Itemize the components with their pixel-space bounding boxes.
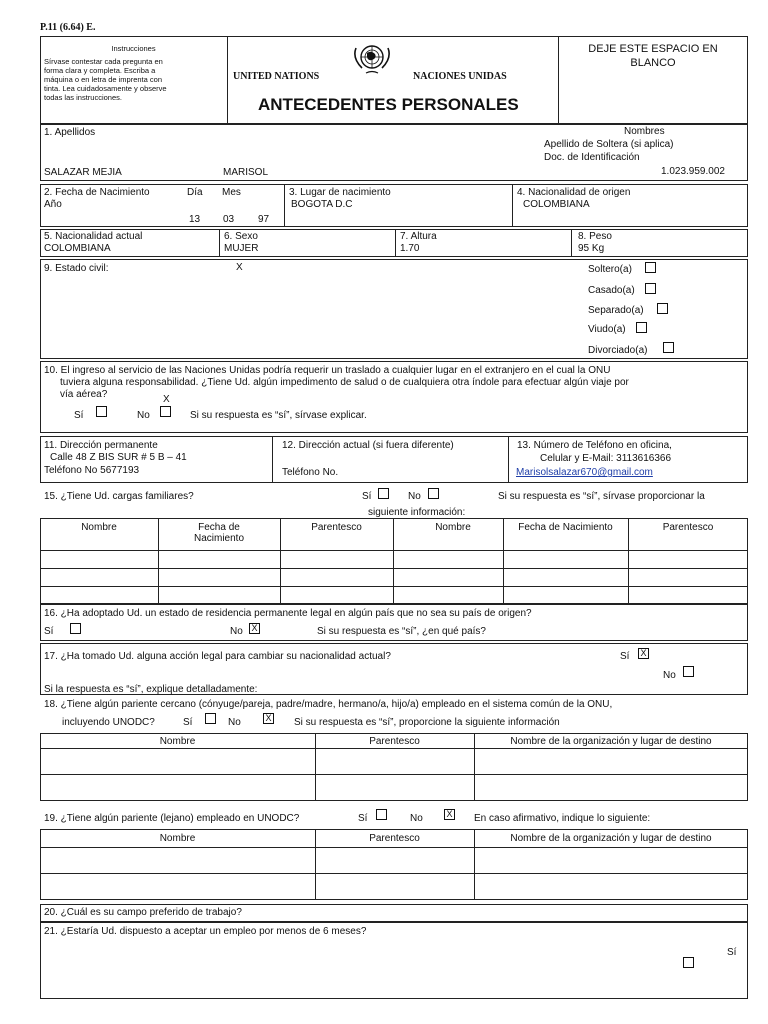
q18-line1: 18. ¿Tiene algún pariente cercano (cónyuge/pareja, padre/madre, hermano/a, hijo/a) empleado en el sistema común de la ONU, [44, 699, 613, 710]
checkbox-divorciado[interactable] [663, 342, 674, 353]
q16-no-label: No [230, 626, 243, 637]
instructions-line: todas las instrucciones. [44, 93, 122, 102]
instructions-line: Sírvase contestar cada pregunta en [44, 57, 163, 66]
un-spanish: NACIONES UNIDAS [413, 71, 507, 82]
checkbox-casado[interactable] [645, 283, 656, 294]
checkbox-viudo[interactable] [636, 322, 647, 333]
q10-explain: Si su respuesta es “sí”, sírvase explicar. [190, 410, 367, 421]
year-value[interactable]: 97 [258, 214, 270, 225]
q17-explain: Si la respuesta es “sí”, explique detalladamente: [44, 684, 258, 695]
instructions-line: máquina o en letra de imprenta con [44, 75, 162, 84]
permanent-address-value[interactable]: Calle 48 Z BIS SUR # 5 B – 41 [50, 452, 187, 463]
office-phone-label: 13. Número de Teléfono en oficina, [517, 440, 672, 451]
instructions-title: Instrucciones [111, 44, 156, 53]
email-link[interactable]: Marisolsalazar670@gmail.com [516, 467, 653, 478]
table-header: Parentesco [311, 522, 362, 533]
option-divorciado: Divorciado(a) [588, 345, 648, 356]
q15-no-label: No [408, 491, 421, 502]
q10-mark: X [163, 394, 170, 405]
q18-no-label: No [228, 717, 241, 728]
q15-si-checkbox[interactable] [378, 488, 389, 499]
month-value[interactable]: 03 [223, 214, 235, 225]
marital-status-label: 9. Estado civil: [44, 263, 109, 274]
option-soltero: Soltero(a) [588, 264, 632, 275]
form-code: P.11 (6.64) E. [40, 22, 96, 33]
year-label: Año [44, 199, 62, 210]
q17-no-label: No [663, 670, 676, 681]
current-nationality-value[interactable]: COLOMBIANA [44, 243, 111, 254]
q10-si-label: Sí [74, 410, 84, 421]
doc-label: Doc. de Identificación [544, 152, 640, 163]
blank-note: DEJE ESTE ESPACIO EN [588, 43, 718, 55]
nombres-label: Nombres [624, 126, 665, 137]
day-value[interactable]: 13 [189, 214, 201, 225]
q19-no-label: No [410, 813, 423, 824]
table-header: Nombre de la organización y lugar de destino [510, 736, 712, 747]
table-header: Fecha de Nacimiento [193, 522, 245, 544]
nombres-value[interactable]: MARISOL [223, 167, 269, 178]
q21-question: 21. ¿Estaría Ud. dispuesto a aceptar un empleo por menos de 6 meses? [44, 926, 367, 937]
q18-si-checkbox[interactable] [205, 713, 216, 724]
checkbox-soltero[interactable] [645, 262, 656, 273]
q15-no-checkbox[interactable] [428, 488, 439, 499]
option-separado: Separado(a) [588, 305, 644, 316]
table-header: Nombre [159, 833, 196, 844]
birth-place-value[interactable]: BOGOTA D.C [291, 199, 353, 210]
weight-label: 8. Peso [578, 231, 612, 242]
q18-si-label: Sí [183, 717, 193, 728]
q10-no-label: No [137, 410, 150, 421]
q10-line2: tuviera alguna responsabilidad. ¿Tiene Ud. algún impedimento de salud o de cualquiera otra índole para efectuar algún viaje por [60, 377, 629, 388]
q15-note2: siguiente información: [368, 507, 466, 518]
q19-no-checkbox[interactable]: X [444, 809, 455, 820]
permanent-address-label: 11. Dirección permanente [44, 440, 158, 451]
instructions-line: tinta. Lea cuidadosamente y observe [44, 84, 167, 93]
q16-note: Si su respuesta es “sí”, ¿en qué país? [317, 626, 486, 637]
q19-note: En caso afirmativo, indique lo siguiente: [474, 813, 651, 824]
table-header: Parentesco [369, 736, 420, 747]
q18-line2: incluyendo UNODC? [62, 717, 155, 728]
apellidos-label: 1. Apellidos [44, 127, 96, 138]
sex-label: 6. Sexo [224, 231, 258, 242]
q10-no-checkbox[interactable] [160, 406, 171, 417]
origin-nationality-value[interactable]: COLOMBIANA [523, 199, 590, 210]
table-header: Fecha de Nacimiento [518, 522, 613, 533]
q15-si-label: Sí [362, 491, 372, 502]
current-address-label: 12. Dirección actual (si fuera diferente) [282, 440, 454, 451]
q17-si-checkbox[interactable]: X [638, 648, 649, 659]
q17-no-checkbox[interactable] [683, 666, 694, 677]
q19-question: 19. ¿Tiene algún pariente (lejano) empleado en UNODC? [44, 813, 300, 824]
birth-date-label: 2. Fecha de Nacimiento [44, 187, 150, 198]
q21-si-label: Sí [727, 947, 737, 958]
option-casado: Casado(a) [588, 285, 635, 296]
q10-line1: 10. El ingreso al servicio de las Naciones Unidas podría requerir un traslado a cualquier lugar en el extranjero en el cual la ONU [44, 365, 611, 376]
marital-mark: X [236, 262, 243, 273]
q21-si-checkbox[interactable] [683, 957, 694, 968]
q16-si-checkbox[interactable] [70, 623, 81, 634]
table-header: Parentesco [369, 833, 420, 844]
q16-si-label: Sí [44, 626, 54, 637]
blank-note: BLANCO [630, 57, 676, 69]
form-title: ANTECEDENTES PERSONALES [258, 95, 519, 114]
q15-note: Si su respuesta es “sí”, sírvase proporcionar la [498, 491, 705, 502]
un-english: UNITED NATIONS [233, 71, 320, 82]
q10-si-checkbox[interactable] [96, 406, 107, 417]
q20-question: 20. ¿Cuál es su campo preferido de trabajo? [44, 907, 242, 918]
q16-question: 16. ¿Ha adoptado Ud. un estado de residencia permanente legal en algún país que no sea su país de origen? [44, 608, 532, 619]
q18-no-checkbox[interactable]: X [263, 713, 274, 724]
q17-si-label: Sí [620, 651, 630, 662]
q17-question: 17. ¿Ha tomado Ud. alguna acción legal para cambiar su nacionalidad actual? [44, 651, 391, 662]
weight-value[interactable]: 95 Kg [578, 243, 605, 254]
q18-note: Si su respuesta es “sí”, proporcione la siguiente información [294, 717, 560, 728]
q19-si-label: Sí [358, 813, 368, 824]
month-label: Mes [222, 187, 241, 198]
origin-nationality-label: 4. Nacionalidad de origen [517, 187, 631, 198]
table-header: Nombre [81, 522, 117, 533]
day-label: Día [187, 187, 203, 198]
height-value[interactable]: 1.70 [400, 243, 420, 254]
q10-line3: vía aérea? [60, 389, 108, 400]
table-header: Nombre de la organización y lugar de destino [510, 833, 712, 844]
cell-email-label: Celular y E-Mail: 3113616366 [540, 453, 672, 464]
birth-place-label: 3. Lugar de nacimiento [289, 187, 391, 198]
permanent-phone-value[interactable]: Teléfono No 5677193 [44, 465, 140, 476]
option-viudo: Viudo(a) [588, 324, 626, 335]
current-nationality-label: 5. Nacionalidad actual [44, 231, 143, 242]
height-label: 7. Altura [400, 231, 437, 242]
q15-question: 15. ¿Tiene Ud. cargas familiares? [44, 491, 194, 502]
soltera-label: Apellido de Soltera (si aplica) [544, 139, 674, 150]
table-header: Parentesco [662, 522, 714, 533]
un-emblem-icon [350, 40, 394, 78]
apellidos-value[interactable]: SALAZAR MEJIA [44, 167, 122, 178]
checkbox-separado[interactable] [657, 303, 668, 314]
section-5 [40, 229, 748, 257]
current-phone-label: Teléfono No. [282, 467, 339, 478]
table-header: Nombre [435, 522, 471, 533]
instructions-line: forma clara y completa. Escriba a [44, 66, 156, 75]
q16-no-checkbox[interactable]: X [249, 623, 260, 634]
table-header: Nombre [159, 736, 196, 747]
sex-value[interactable]: MUJER [224, 243, 259, 254]
q19-si-checkbox[interactable] [376, 809, 387, 820]
doc-value[interactable]: 1.023.959.002 [661, 166, 725, 177]
